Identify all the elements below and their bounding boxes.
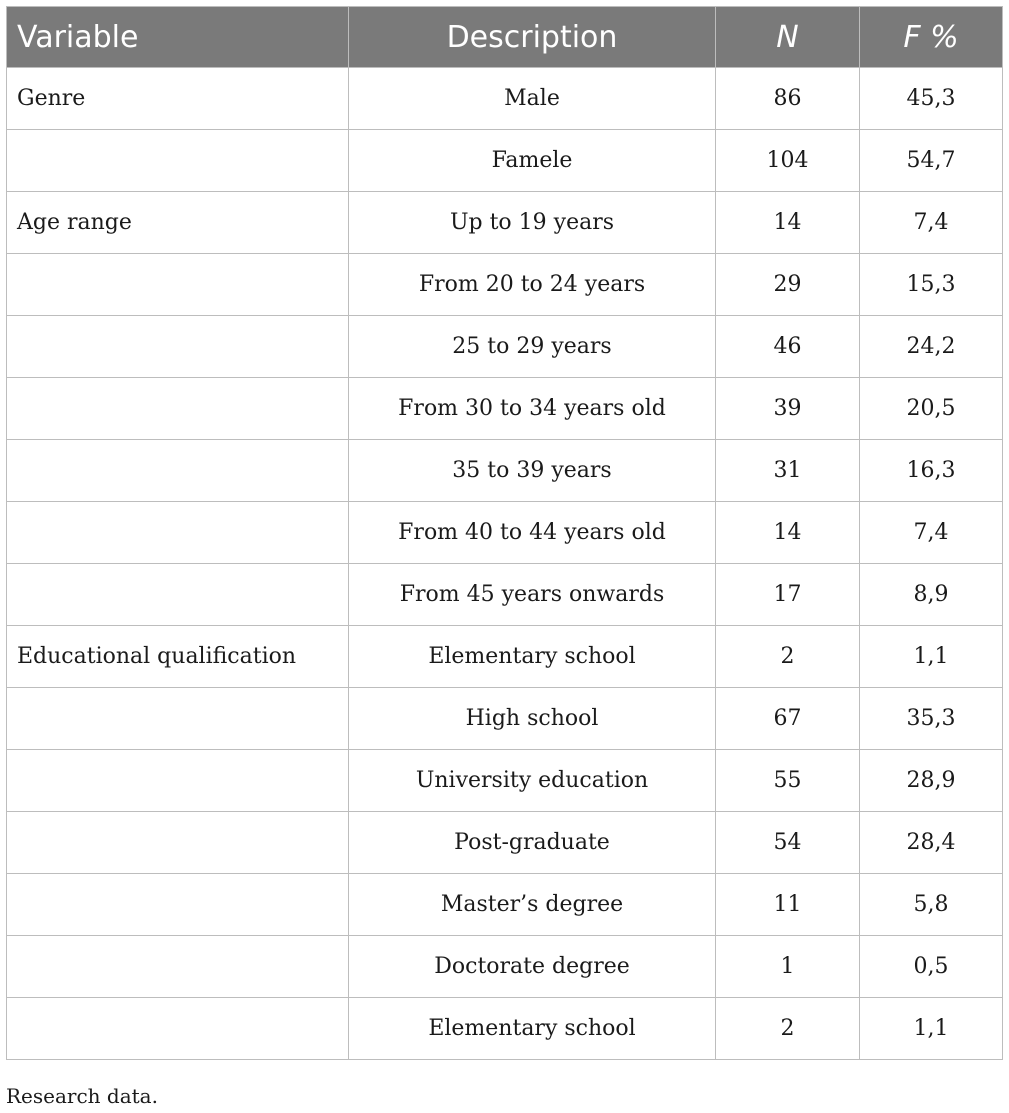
f-percent-cell: 20,5 <box>860 378 1003 440</box>
description-cell: From 40 to 44 years old <box>349 502 716 564</box>
table-body <box>7 68 1003 1060</box>
f-percent-cell: 0,5 <box>860 936 1003 998</box>
n-cell: 14 <box>716 502 860 564</box>
n-cell: 54 <box>716 812 860 874</box>
table-row <box>7 936 1003 998</box>
description-cell: University education <box>349 750 716 812</box>
table-row <box>7 626 1003 688</box>
table-row <box>7 316 1003 378</box>
n-cell: 2 <box>716 626 860 688</box>
variable-cell <box>7 440 349 502</box>
n-cell: 104 <box>716 130 860 192</box>
f-percent-cell: 54,7 <box>860 130 1003 192</box>
variable-cell: Educational qualification <box>7 626 349 688</box>
n-cell: 29 <box>716 254 860 316</box>
variable-cell <box>7 130 349 192</box>
n-cell: 14 <box>716 192 860 254</box>
table-row <box>7 440 1003 502</box>
table-row <box>7 68 1003 130</box>
f-percent-cell: 7,4 <box>860 502 1003 564</box>
table-row <box>7 192 1003 254</box>
table-row <box>7 254 1003 316</box>
variable-cell: Genre <box>7 68 349 130</box>
data-table-container <box>6 6 1002 1060</box>
description-cell: Famele <box>349 130 716 192</box>
f-percent-cell: 5,8 <box>860 874 1003 936</box>
table-row <box>7 750 1003 812</box>
header-variable: Variable <box>7 7 349 68</box>
n-cell: 11 <box>716 874 860 936</box>
f-percent-cell: 7,4 <box>860 192 1003 254</box>
table-row <box>7 502 1003 564</box>
n-cell: 17 <box>716 564 860 626</box>
table-row <box>7 378 1003 440</box>
f-percent-cell: 45,3 <box>860 68 1003 130</box>
table-row <box>7 812 1003 874</box>
description-cell: Male <box>349 68 716 130</box>
f-percent-cell: 28,4 <box>860 812 1003 874</box>
header-f-percent: F % <box>860 7 1003 68</box>
f-percent-cell: 28,9 <box>860 750 1003 812</box>
description-cell: From 30 to 34 years old <box>349 378 716 440</box>
n-cell: 1 <box>716 936 860 998</box>
variable-cell <box>7 688 349 750</box>
variable-cell <box>7 254 349 316</box>
f-percent-cell: 1,1 <box>860 626 1003 688</box>
n-cell: 46 <box>716 316 860 378</box>
table-row <box>7 130 1003 192</box>
description-cell: High school <box>349 688 716 750</box>
description-cell: Up to 19 years <box>349 192 716 254</box>
variable-cell <box>7 502 349 564</box>
f-percent-cell: 24,2 <box>860 316 1003 378</box>
variable-cell <box>7 750 349 812</box>
f-percent-cell: 35,3 <box>860 688 1003 750</box>
variable-cell <box>7 378 349 440</box>
description-cell: Elementary school <box>349 626 716 688</box>
n-cell: 86 <box>716 68 860 130</box>
variable-cell <box>7 812 349 874</box>
table-row <box>7 998 1003 1060</box>
description-cell: Master’s degree <box>349 874 716 936</box>
description-cell: 25 to 29 years <box>349 316 716 378</box>
variable-cell <box>7 936 349 998</box>
table-row <box>7 874 1003 936</box>
header-row <box>7 7 1003 68</box>
f-percent-cell: 1,1 <box>860 998 1003 1060</box>
n-cell: 31 <box>716 440 860 502</box>
header-description: Description <box>349 7 716 68</box>
n-cell: 67 <box>716 688 860 750</box>
variable-cell <box>7 874 349 936</box>
n-cell: 2 <box>716 998 860 1060</box>
description-cell: From 20 to 24 years <box>349 254 716 316</box>
f-percent-cell: 16,3 <box>860 440 1003 502</box>
n-cell: 55 <box>716 750 860 812</box>
description-cell: 35 to 39 years <box>349 440 716 502</box>
description-cell: From 45 years onwards <box>349 564 716 626</box>
header-n: N <box>716 7 860 68</box>
table-header <box>7 7 1003 68</box>
variable-cell <box>7 998 349 1060</box>
variable-cell: Age range <box>7 192 349 254</box>
f-percent-cell: 15,3 <box>860 254 1003 316</box>
table-row <box>7 688 1003 750</box>
description-cell: Post-graduate <box>349 812 716 874</box>
description-cell: Doctorate degree <box>349 936 716 998</box>
f-percent-cell: 8,9 <box>860 564 1003 626</box>
table-row <box>7 564 1003 626</box>
description-cell: Elementary school <box>349 998 716 1060</box>
variable-cell <box>7 564 349 626</box>
n-cell: 39 <box>716 378 860 440</box>
table-footnote: Research data. <box>6 1084 158 1108</box>
variable-cell <box>7 316 349 378</box>
demographics-table <box>6 6 1003 1060</box>
